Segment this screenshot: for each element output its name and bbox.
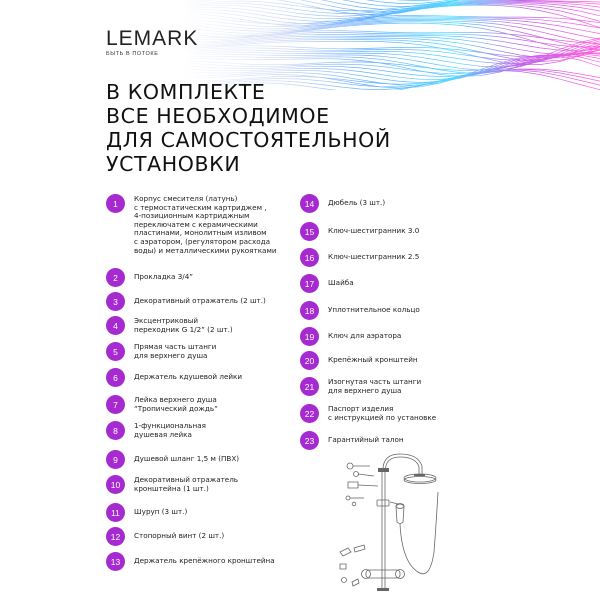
item-label: Держатель крепёжного кронштейна (134, 556, 275, 565)
item-label: Паспорт изделия с инструкцией по установке (328, 404, 437, 422)
list-item (106, 368, 242, 387)
item-number-badge: 12 (106, 527, 125, 546)
item-number-badge: 14 (300, 194, 319, 213)
wave-line (180, 46, 600, 60)
list-item (106, 421, 206, 440)
list-item (106, 194, 277, 255)
list-item (106, 395, 218, 414)
list-item (106, 527, 224, 546)
item-number-badge: 17 (300, 274, 319, 293)
list-item (300, 194, 385, 213)
list-item (300, 301, 420, 320)
headline-line-2: ВСЕ НЕОБХОДИМОЕ (106, 104, 330, 128)
item-label: Декоративный отражатель кронштейна (1 шт.) (134, 475, 239, 493)
item-label: Прямая часть штанги для верхнего душа (134, 342, 217, 360)
item-label: Уплотнительное кольцо (328, 305, 420, 314)
item-number-badge: 18 (300, 301, 319, 320)
shower-set-drawing (330, 452, 460, 597)
headline-line-1: В КОМПЛЕКТЕ (106, 80, 266, 104)
item-label: Крепёжный кронштейн (328, 355, 418, 364)
list-item (106, 450, 239, 469)
list-item (106, 316, 233, 335)
item-number-badge: 22 (300, 404, 319, 423)
item-label: Душевой шланг 1,5 м (ПВХ) (134, 454, 240, 463)
item-number-badge: 4 (106, 316, 125, 335)
item-number-badge: 13 (106, 552, 125, 571)
item-number-badge: 20 (300, 351, 319, 370)
list-item (300, 377, 421, 396)
list-item (106, 503, 187, 522)
item-label: Лейка верхнего душа “Тропический дождь” (134, 395, 218, 413)
item-label: Корпус смесителя (латунь) с термостатическим картриджем , 4-позиционным картриджным переключатем с керамическими пластинами, монолитным изливом с аэратором, (регулятором расхода воды) и металлическими рукоятками (134, 194, 277, 255)
item-number-badge: 15 (300, 222, 319, 241)
item-label: Стопорный винт (2 шт.) (134, 531, 225, 540)
list-item (300, 327, 401, 346)
list-item (106, 475, 238, 494)
item-number-badge: 9 (106, 450, 125, 469)
item-label: Прокладка 3/4” (134, 272, 193, 281)
item-label: Ключ-шестигранник 3.0 (328, 226, 420, 235)
item-number-badge: 8 (106, 421, 125, 440)
list-item (300, 404, 436, 423)
item-number-badge: 19 (300, 327, 319, 346)
item-number-badge: 2 (106, 268, 125, 287)
list-item (300, 351, 418, 370)
list-item (106, 342, 216, 361)
item-number-badge: 16 (300, 248, 319, 267)
wave-line (180, 22, 600, 50)
brand-tagline: БЫТЬ В ПОТОКЕ (106, 51, 159, 57)
item-label: 1-функциональная душевая лейка (134, 421, 206, 439)
headline-line-3: ДЛЯ САМОСТОЯТЕЛЬНОЙ (106, 128, 391, 152)
item-number-badge: 1 (106, 194, 125, 213)
list-item (106, 292, 266, 311)
item-label: Декоративный отражатель (2 шт.) (134, 296, 266, 305)
item-label: Гарантийный талон (328, 435, 404, 444)
headline-line-4: УСТАНОВКИ (106, 152, 241, 176)
wave-decoration (0, 0, 600, 90)
item-number-badge: 23 (300, 431, 319, 450)
item-number-badge: 3 (106, 292, 125, 311)
item-label: Ключ-шестигранник 2.5 (328, 252, 420, 261)
item-label: Шуруп (3 шт.) (134, 507, 188, 516)
item-number-badge: 11 (106, 503, 125, 522)
brand-logo (106, 28, 198, 57)
item-number-badge: 5 (106, 342, 125, 361)
item-number-badge: 21 (300, 377, 319, 396)
list-item (300, 248, 419, 267)
item-label: Дюбель (3 шт.) (328, 198, 386, 207)
item-label: Держатель кдушевой лейки (134, 372, 243, 381)
list-item (300, 222, 419, 241)
item-number-badge: 7 (106, 395, 125, 414)
list-item (106, 552, 275, 571)
item-label: Ключ для аэратора (328, 331, 402, 340)
list-item (106, 268, 193, 287)
item-label: Изогнутая часть штанги для верхнего душа (328, 377, 422, 395)
list-item (300, 431, 404, 450)
item-label: Эксцентриковый переходник G 1/2” (2 шт.) (134, 316, 233, 334)
list-item (300, 274, 354, 293)
item-number-badge: 6 (106, 368, 125, 387)
item-number-badge: 10 (106, 475, 125, 494)
wave-line (180, 40, 600, 62)
brand-name: LEMARK (106, 27, 199, 50)
item-label: Шайба (328, 278, 354, 287)
headline (106, 80, 576, 176)
